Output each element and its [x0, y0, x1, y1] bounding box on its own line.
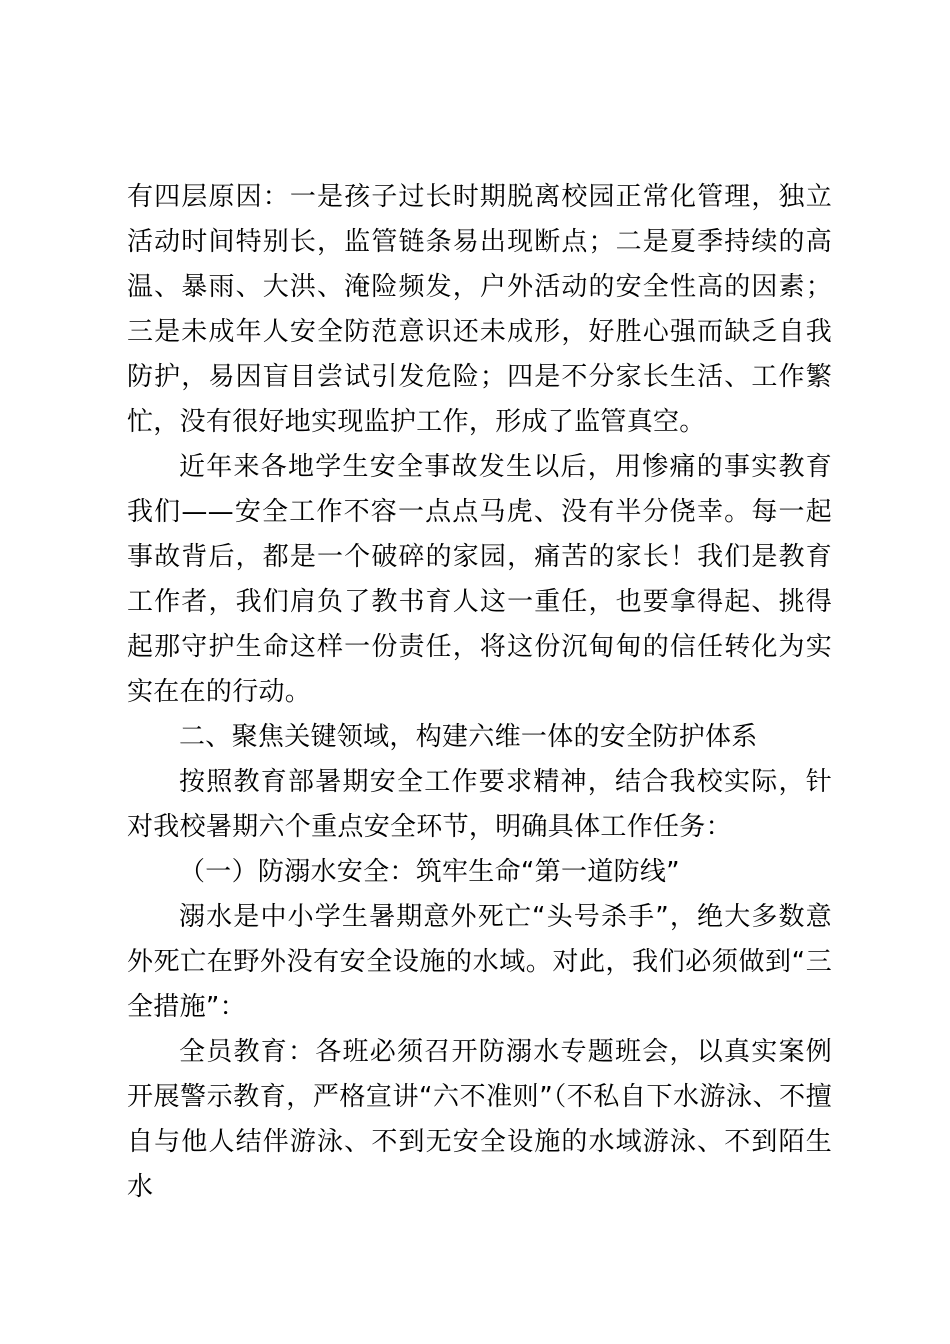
paragraph-full-education: 全员教育：各班必须召开防溺水专题班会，以真实案例开展警示教育，严格宣讲“六不准则”（不私自下水游泳、不擅自与他人结伴游泳、不到无安全设施的水域游泳、不到陌生水: [127, 1037, 832, 1202]
paragraph-accident-lessons: 近年来各地学生安全事故发生以后，用惨痛的事实教育我们——安全工作不容一点点马虎、没有半分侥幸。每一起事故背后，都是一个破碎的家园，痛苦的家长！我们是教育工作者，我们肩负了教书育人这一重任，也要拿得起、挑得起那守护生命这样一份责任，将这份沉甸甸的信任转化为实实在在的行动。: [127, 452, 832, 707]
subheading-drowning-safety: （一）防溺水安全：筑牢生命“第一道防线”: [179, 857, 680, 887]
section-heading-two: 二、聚焦关键领域，构建六维一体的安全防护体系: [179, 722, 758, 752]
paragraph-continuation: 有四层原因：一是孩子过长时期脱离校园正常化管理，独立活动时间特别长，监管链条易出现断点；二是夏季持续的高温、暴雨、大洪、淹险频发，户外活动的安全性高的因素；三是未成年人安全防范意识还未成形，好胜心强而缺乏自我防护，易因盲目尝试引发危险；四是不分家长生活、工作繁忙，没有很好地实现监护工作，形成了监管真空。: [127, 182, 832, 437]
paragraph-drowning-facts: 溺水是中小学生暑期意外死亡“头号杀手”，绝大多数意外死亡在野外没有安全设施的水域。对此，我们必须做到“三全措施”：: [127, 902, 832, 1022]
document-body: [127, 175, 832, 1210]
paragraph-task-intro: 按照教育部暑期安全工作要求精神，结合我校实际，针对我校暑期六个重点安全环节，明确具体工作任务：: [127, 767, 832, 842]
